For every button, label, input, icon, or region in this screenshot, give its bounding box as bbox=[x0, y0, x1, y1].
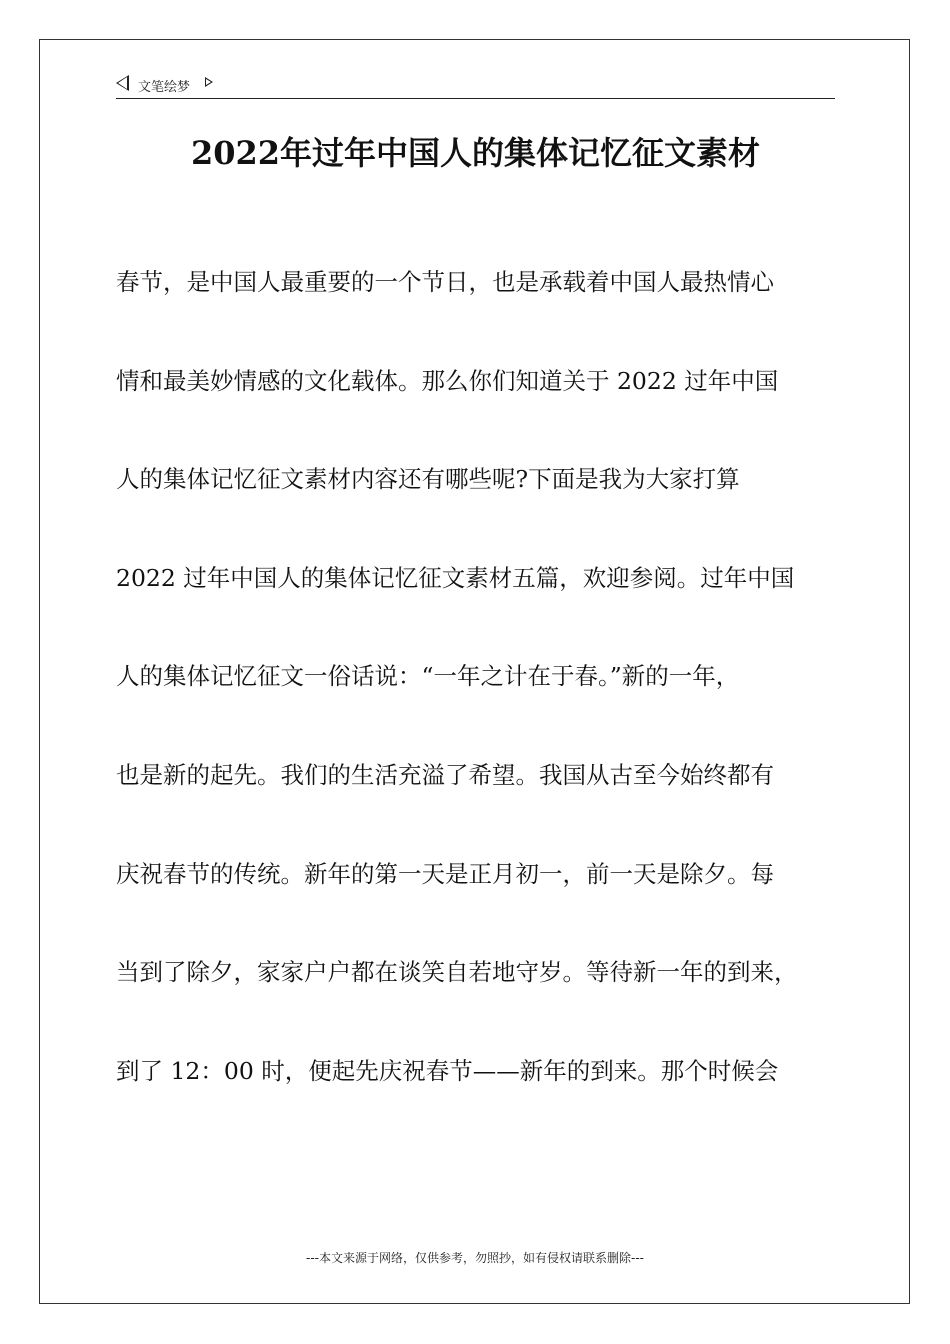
body-line: 2022 过年中国人的集体记忆征文素材五篇，欢迎参阅。过年中国 bbox=[116, 563, 795, 592]
body-line: 人的集体记忆征文一俗话说：“一年之计在于春。”新的一年， bbox=[116, 662, 740, 691]
document-title: 2022年过年中国人的集体记忆征文素材 bbox=[190, 134, 761, 172]
body-line: 到了 12：00 时，便起先庆祝春节——新年的到来。那个时候会 bbox=[116, 1056, 779, 1085]
triangle-right-icon bbox=[205, 77, 213, 87]
body-line: 庆祝春节的传统。新年的第一天是正月初一，前一天是除夕。每 bbox=[116, 859, 774, 888]
header-brand: 文笔绘梦 bbox=[138, 80, 191, 95]
body-line: 人的集体记忆征文素材内容还有哪些呢?下面是我为大家打算 bbox=[116, 465, 740, 494]
body-line: 春节，是中国人最重要的一个节日，也是承载着中国人最热情心 bbox=[116, 268, 774, 296]
body-line: 也是新的起先。我们的生活充溢了希望。我国从古至今始终都有 bbox=[116, 760, 774, 789]
triangle-left-icon bbox=[116, 75, 129, 91]
body-line: 情和最美妙情感的文化载体。那么你们知道关于 2022 过年中国 bbox=[116, 366, 779, 395]
page-footer: ---本文来源于网络，仅供参考，勿照抄，如有侵权请联系删除--- bbox=[306, 1251, 644, 1265]
document-body bbox=[116, 262, 836, 1149]
page-header bbox=[116, 74, 835, 99]
body-line: 当到了除夕，家家户户都在谈笑自若地守岁。等待新一年的到来， bbox=[116, 958, 798, 987]
